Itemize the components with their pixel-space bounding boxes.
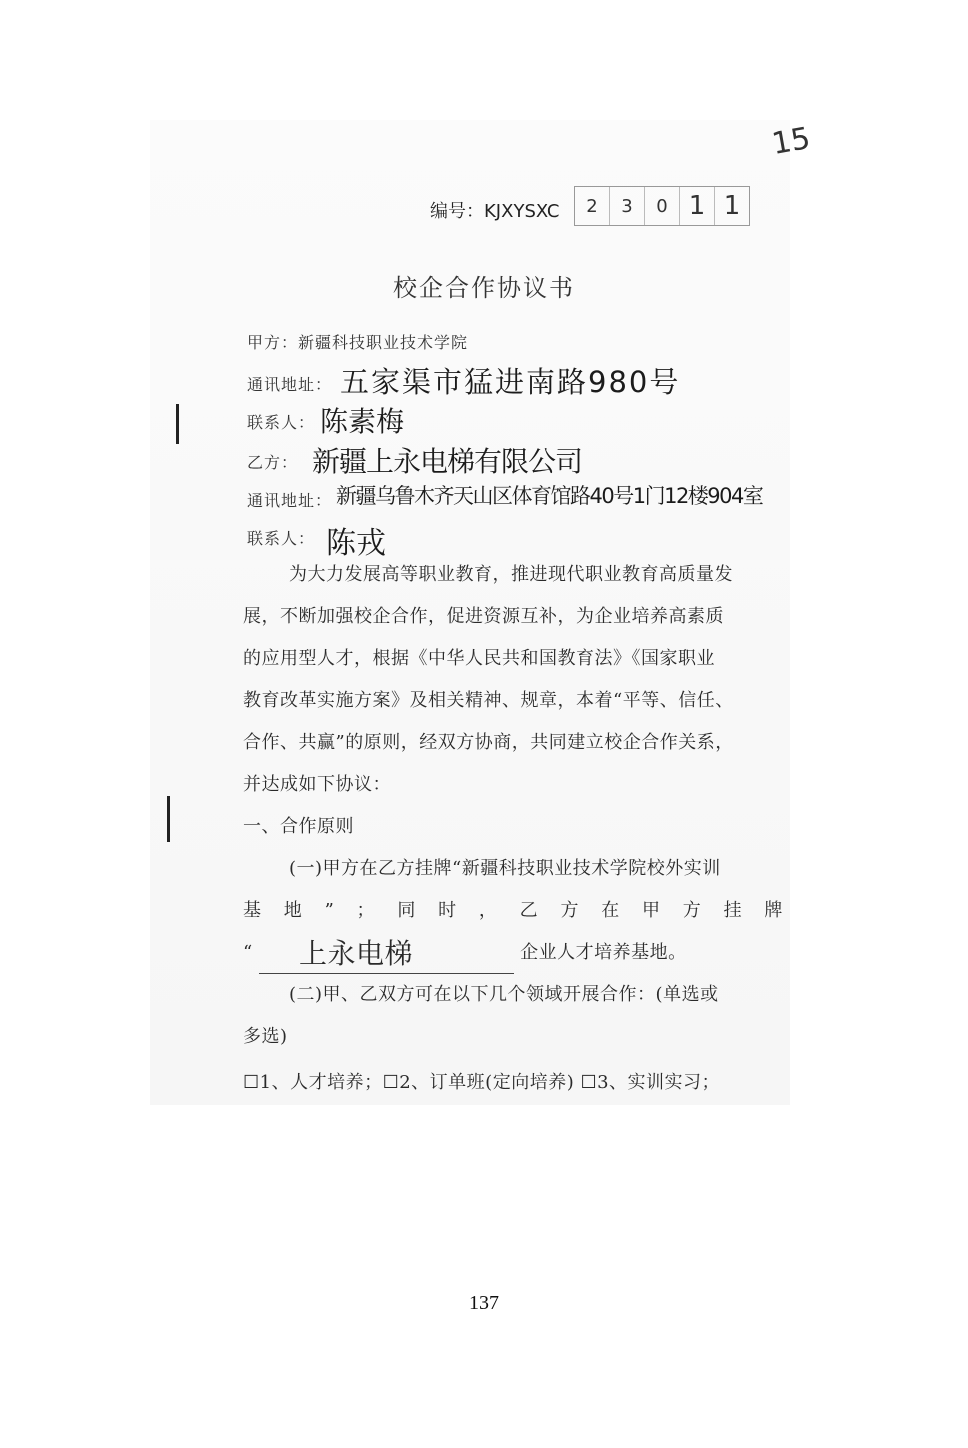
party-a-address-label: 通讯地址： [247,375,333,394]
clause-char: 同 [397,900,416,921]
serial-number-boxes [574,186,750,226]
page-number: 137 [469,1292,499,1314]
party-b-address-handwritten: 新疆乌鲁木齐天山区体育馆路40号1门12楼904室 [336,484,763,508]
clause-char: 乙 [519,900,539,921]
clause-line: (二)甲、乙双方可在以下几个领域开展合作：(单选或 [289,984,719,1005]
clause-char: ； [356,900,376,921]
quote-open: “ [243,942,253,963]
intro-line: 的应用型人才，根据《中华人民共和国教育法》《国家职业 [243,648,715,669]
intro-line: 展，不断加强校企合作，促进资源互补，为企业培养高素质 [243,606,724,627]
options-line: ☐1、人才培养；☐2、订单班(定向培养) ☐3、实训实习； [243,1072,721,1093]
serial-digit-handwritten: 1 [680,187,715,225]
clause-char: 牌 [764,900,783,921]
margin-mark [167,796,170,842]
intro-line: 为大力发展高等职业教育，推进现代职业教育高质量发 [289,564,733,585]
clause-char: 地 [283,900,303,921]
party-b-contact-label: 联系人： [247,529,316,548]
serial-digit-handwritten: 1 [723,191,741,221]
serial-digit: 0 [645,187,680,225]
serial-digit: 3 [610,187,645,225]
clause-char: 在 [601,900,620,921]
document-title: 校企合作协议书 [393,274,575,302]
clause-char: 挂 [723,900,743,921]
clause-char: ” [324,900,335,921]
intro-line: 合作、共赢”的原则，经双方协商，共同建立校企合作关系， [243,732,734,753]
agreement-body [243,554,783,1104]
clause-line-with-blank [243,932,783,974]
clause-char: 甲 [642,900,661,921]
clause-tail: 企业人才培养基地。 [520,942,687,963]
clause-line-spread [243,890,783,932]
party-a-address-handwritten: 五家渠市猛进南路980号 [340,365,681,399]
handwritten-corner-mark: 15 [769,120,813,163]
clause-char: 基 [243,900,262,921]
clause-line: (一)甲方在乙方挂牌“新疆科技职业技术学院校外实训 [289,858,721,879]
clause-char: ， [478,900,498,921]
clause-char: 时 [438,900,457,921]
intro-line: 并达成如下协议： [243,774,391,795]
party-b-address-label: 通讯地址： [247,491,333,510]
clause-char: 方 [682,900,702,921]
blank-handwritten-fill: 上永电梯 [298,937,413,970]
party-b-contact-handwritten: 陈戎 [326,526,386,561]
clause-char: 方 [560,900,579,921]
margin-mark [176,404,179,444]
fill-in-blank [259,937,514,974]
section-heading: 一、合作原则 [243,816,354,837]
party-b-name-handwritten: 新疆上永电梯有限公司 [312,445,583,478]
party-a-contact-handwritten: 陈素梅 [320,405,405,438]
intro-line: 教育改革实施方案》及相关精神、规章，本着“平等、信任、 [243,690,734,711]
serial-digit: 2 [575,187,610,225]
serial-number-label: 编号：KJXYSXC [430,201,560,222]
party-a-contact-label: 联系人： [247,413,316,432]
party-b-label: 乙方： [247,453,299,472]
party-a-label: 甲方：新疆科技职业技术学院 [247,333,469,352]
clause-line: 多选) [243,1026,288,1047]
